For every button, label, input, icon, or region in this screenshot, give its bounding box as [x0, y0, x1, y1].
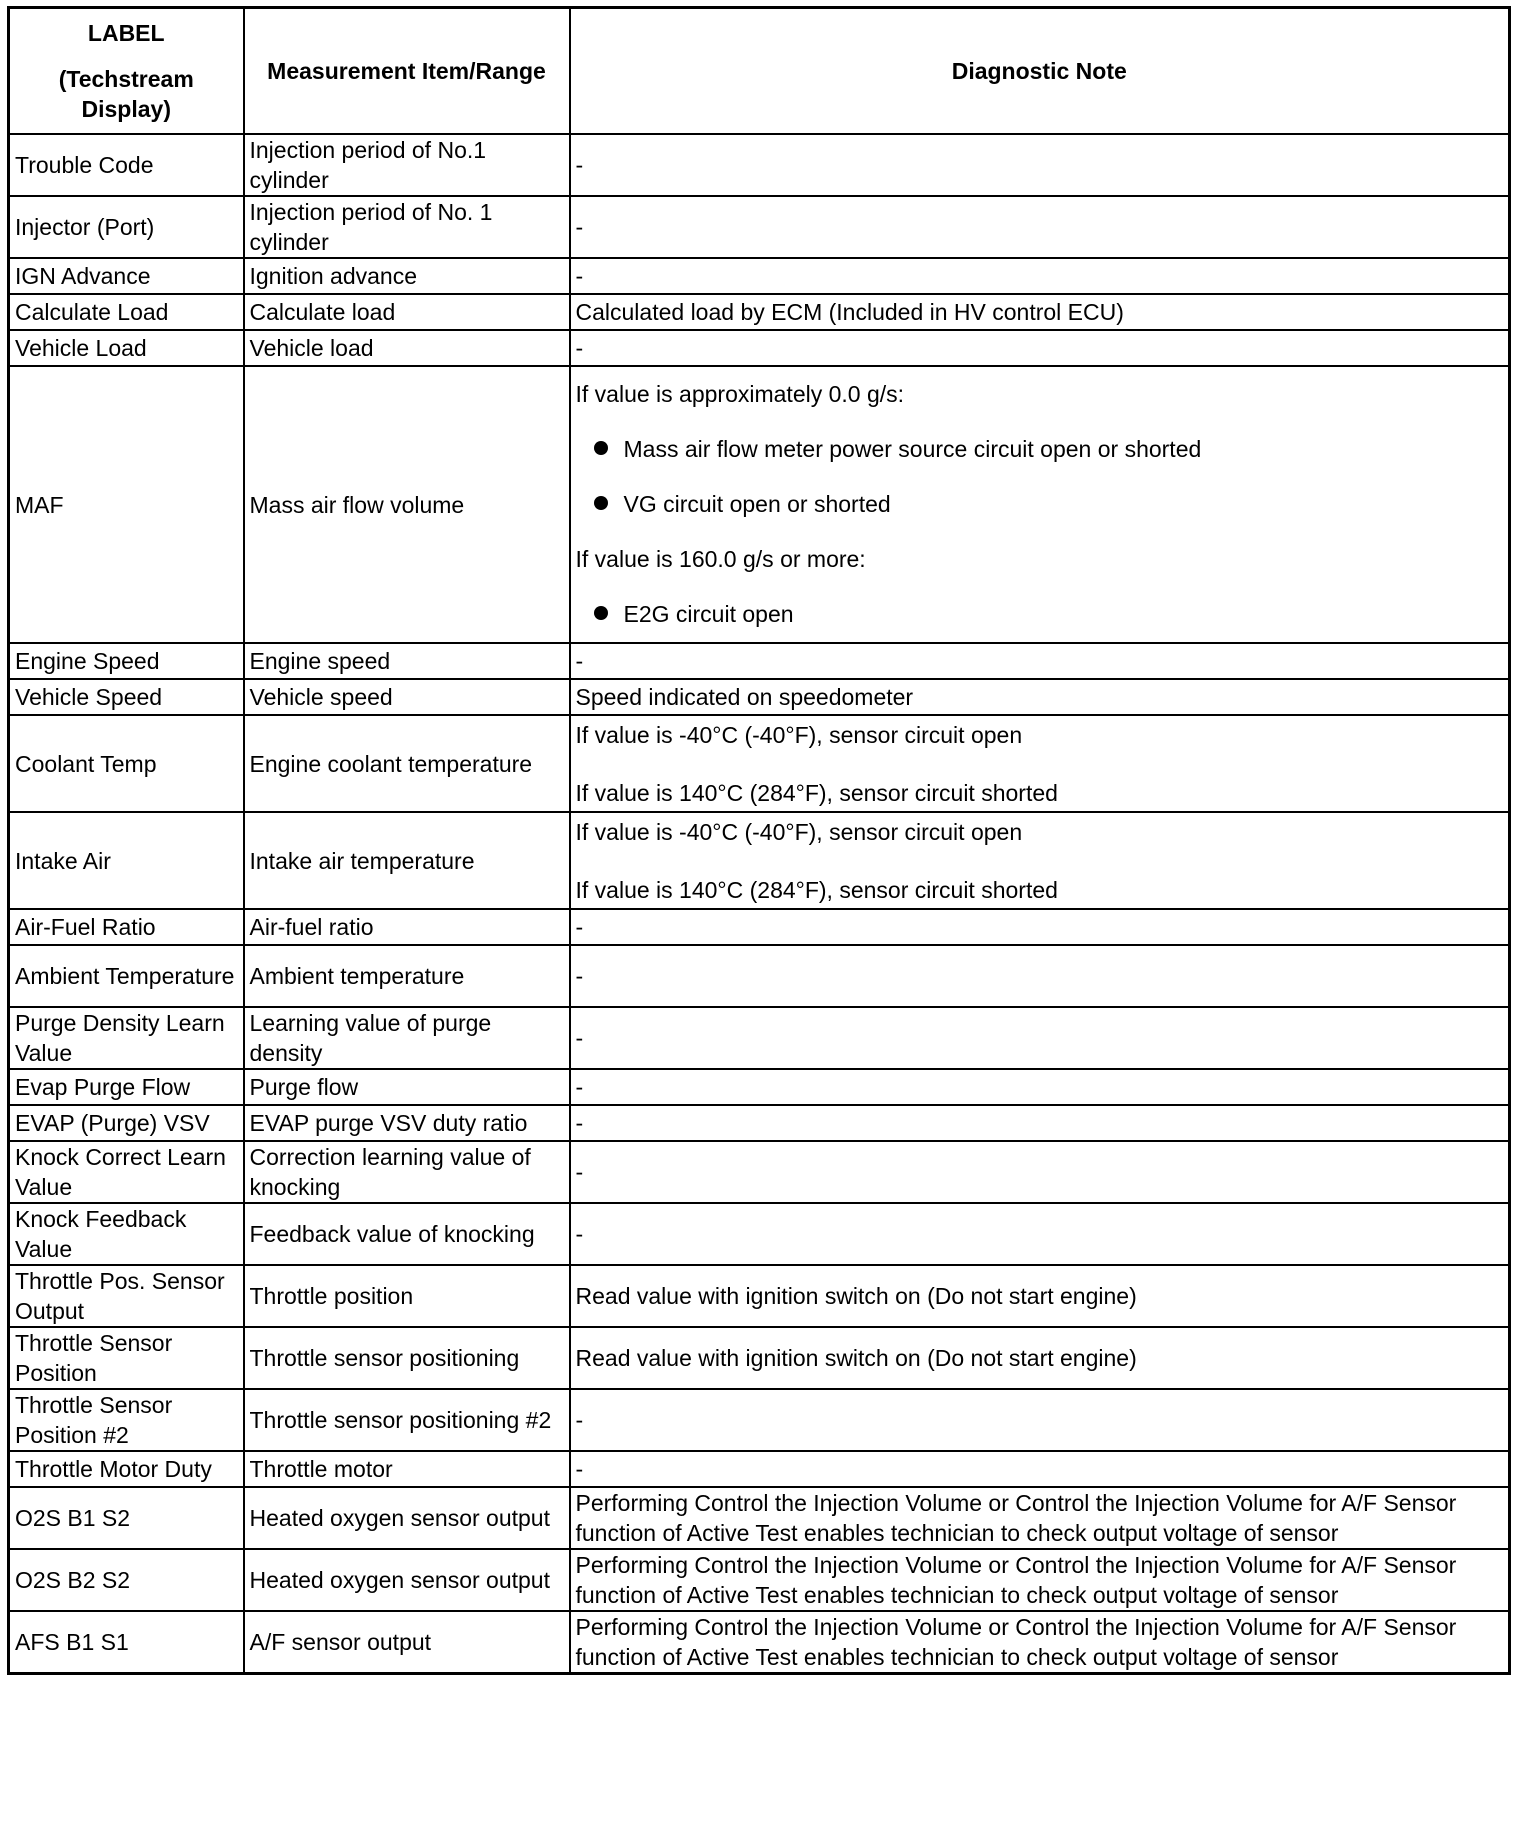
row-measurement: Correction learning value of knocking [244, 1141, 570, 1203]
table-row [9, 1451, 1510, 1487]
row-measurement: Air-fuel ratio [244, 909, 570, 945]
row-measurement: Injection period of No. 1 cylinder [244, 196, 570, 258]
row-note: - [570, 1105, 1510, 1141]
row-note: - [570, 1389, 1510, 1451]
row-note [570, 366, 1510, 643]
row-note: - [570, 1451, 1510, 1487]
table-row [9, 330, 1510, 366]
diagnostic-data-table [7, 6, 1511, 1675]
row-measurement: Intake air temperature [244, 812, 570, 909]
table-row [9, 679, 1510, 715]
row-measurement: Learning value of purge density [244, 1007, 570, 1069]
row-note: - [570, 196, 1510, 258]
row-measurement: Vehicle speed [244, 679, 570, 715]
header-diagnostic-note: Diagnostic Note [570, 8, 1510, 135]
row-label: O2S B1 S2 [9, 1487, 244, 1549]
row-note: Performing Control the Injection Volume or Control the Injection Volume for A/F Sensor function of Active Test enables technician to check output voltage of sensor [570, 1611, 1510, 1674]
table-row [9, 1487, 1510, 1549]
bullet-icon [594, 606, 608, 620]
table-row [9, 1141, 1510, 1203]
table-row [9, 366, 1510, 643]
row-measurement: Engine coolant temperature [244, 715, 570, 812]
row-label: Intake Air [9, 812, 244, 909]
header-label-line2: (Techstream [58, 66, 194, 92]
row-label: Ambient Temperature [9, 945, 244, 1007]
row-measurement: Heated oxygen sensor output [244, 1549, 570, 1611]
row-measurement: Feedback value of knocking [244, 1203, 570, 1265]
table-row [9, 1069, 1510, 1105]
row-note: Speed indicated on speedometer [570, 679, 1510, 715]
row-measurement: Throttle motor [244, 1451, 570, 1487]
table-row [9, 1105, 1510, 1141]
row-note: - [570, 258, 1510, 294]
row-measurement: Vehicle load [244, 330, 570, 366]
row-measurement: Throttle sensor positioning #2 [244, 1389, 570, 1451]
row-label: Throttle Sensor Position #2 [9, 1389, 244, 1451]
note-line: If value is -40°C (-40°F), sensor circuit open [575, 818, 1023, 845]
note-line: If value is 140°C (284°F), sensor circuit shorted [575, 876, 1058, 903]
bullet-icon [594, 441, 608, 455]
row-label: Calculate Load [9, 294, 244, 330]
row-label: Throttle Sensor Position [9, 1327, 244, 1389]
row-note [570, 715, 1510, 812]
row-label: Trouble Code [9, 134, 244, 196]
row-label: Throttle Motor Duty [9, 1451, 244, 1487]
header-label-line1: LABEL [87, 20, 165, 46]
row-measurement: Throttle position [244, 1265, 570, 1327]
table-row [9, 294, 1510, 330]
bullet-icon [594, 496, 608, 510]
row-note: - [570, 330, 1510, 366]
table-row [9, 1549, 1510, 1611]
table-row [9, 1203, 1510, 1265]
row-measurement: Purge flow [244, 1069, 570, 1105]
row-label: Throttle Pos. Sensor Output [9, 1265, 244, 1327]
row-note: Read value with ignition switch on (Do not start engine) [570, 1327, 1510, 1389]
row-note: - [570, 643, 1510, 679]
note-line: If value is 140°C (284°F), sensor circuit shorted [575, 779, 1058, 806]
table-row [9, 1327, 1510, 1389]
row-note: Read value with ignition switch on (Do not start engine) [570, 1265, 1510, 1327]
note-line: If value is -40°C (-40°F), sensor circuit open [575, 721, 1023, 748]
header-measurement: Measurement Item/Range [244, 8, 570, 135]
table-row [9, 1389, 1510, 1451]
row-label: Injector (Port) [9, 196, 244, 258]
row-note: - [570, 945, 1510, 1007]
note-bullet-item [576, 477, 1504, 532]
header-label-line3: Display) [81, 96, 171, 122]
row-measurement: Engine speed [244, 643, 570, 679]
row-measurement: Ignition advance [244, 258, 570, 294]
table-row [9, 1007, 1510, 1069]
row-note: Performing Control the Injection Volume or Control the Injection Volume for A/F Sensor function of Active Test enables technician to check output voltage of sensor [570, 1487, 1510, 1549]
row-label: Coolant Temp [9, 715, 244, 812]
row-note: Performing Control the Injection Volume or Control the Injection Volume for A/F Sensor function of Active Test enables technician to check output voltage of sensor [570, 1549, 1510, 1611]
row-label: Evap Purge Flow [9, 1069, 244, 1105]
row-measurement: Mass air flow volume [244, 366, 570, 643]
row-label: MAF [9, 366, 244, 643]
note-bullet-text: E2G circuit open [623, 601, 794, 627]
table-row [9, 643, 1510, 679]
row-measurement: Throttle sensor positioning [244, 1327, 570, 1389]
note-bullet-item [576, 587, 1504, 642]
row-label: Vehicle Speed [9, 679, 244, 715]
note-bullet-text: Mass air flow meter power source circuit open or shorted [623, 436, 1202, 462]
table-row [9, 945, 1510, 1007]
table-row [9, 258, 1510, 294]
table-row [9, 909, 1510, 945]
row-measurement: Injection period of No.1 cylinder [244, 134, 570, 196]
row-note [570, 812, 1510, 909]
note-line: If value is 160.0 g/s or more: [575, 546, 866, 572]
row-note: - [570, 1007, 1510, 1069]
note-bullet-text: VG circuit open or shorted [623, 491, 891, 517]
row-label: EVAP (Purge) VSV [9, 1105, 244, 1141]
row-measurement: EVAP purge VSV duty ratio [244, 1105, 570, 1141]
header-label [9, 8, 244, 135]
table-row [9, 196, 1510, 258]
row-label: Knock Feedback Value [9, 1203, 244, 1265]
row-label: O2S B2 S2 [9, 1549, 244, 1611]
row-note: - [570, 1203, 1510, 1265]
table-row [9, 1611, 1510, 1674]
row-label: Engine Speed [9, 643, 244, 679]
row-note: Calculated load by ECM (Included in HV control ECU) [570, 294, 1510, 330]
note-bullet-item [576, 422, 1504, 477]
row-note: - [570, 1141, 1510, 1203]
row-label: Purge Density Learn Value [9, 1007, 244, 1069]
row-label: Knock Correct Learn Value [9, 1141, 244, 1203]
row-note: - [570, 1069, 1510, 1105]
table-row [9, 134, 1510, 196]
row-label: Air-Fuel Ratio [9, 909, 244, 945]
table-row [9, 1265, 1510, 1327]
table-row [9, 715, 1510, 812]
note-line: If value is approximately 0.0 g/s: [575, 381, 905, 407]
row-note: - [570, 909, 1510, 945]
row-measurement: Heated oxygen sensor output [244, 1487, 570, 1549]
row-note: - [570, 134, 1510, 196]
row-label: Vehicle Load [9, 330, 244, 366]
row-label: AFS B1 S1 [9, 1611, 244, 1674]
row-measurement: Calculate load [244, 294, 570, 330]
table-row [9, 812, 1510, 909]
table-header-row [9, 8, 1510, 135]
row-measurement: A/F sensor output [244, 1611, 570, 1674]
row-measurement: Ambient temperature [244, 945, 570, 1007]
row-label: IGN Advance [9, 258, 244, 294]
